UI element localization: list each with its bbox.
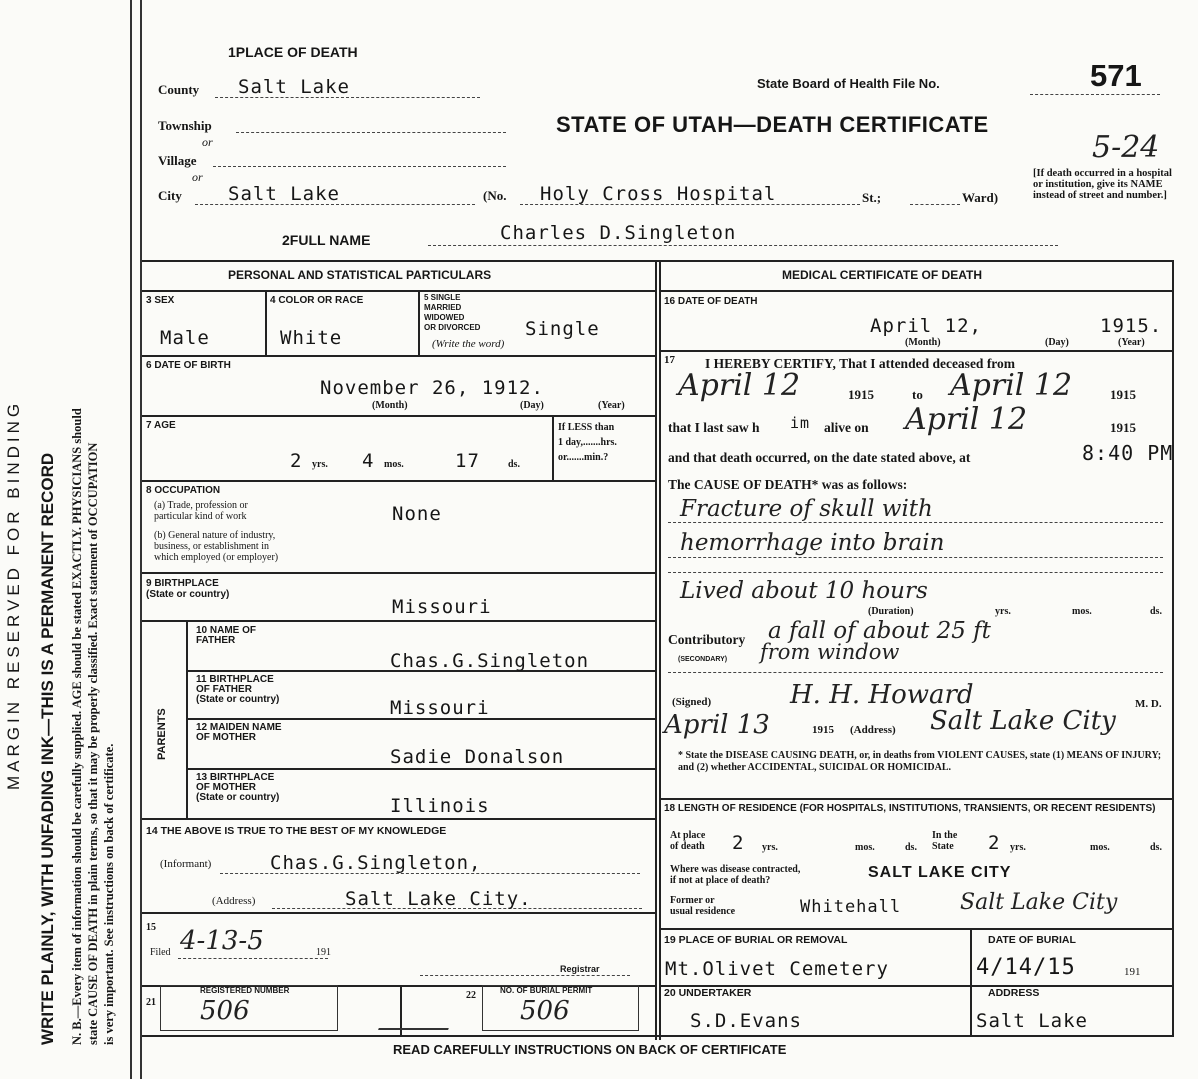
age-years: 2 <box>290 450 303 472</box>
contributory-label: Contributory <box>668 632 746 647</box>
contributory-line-1: a fall of about 25 ft <box>768 618 991 644</box>
center-divider-2 <box>659 260 661 1040</box>
color-label: 4 COLOR OR RACE <box>270 295 364 306</box>
father-name-label: 10 NAME OF FATHER <box>196 625 257 646</box>
permit-number-value: 506 <box>520 996 570 1026</box>
dob-value: November 26, 1912. <box>320 377 544 399</box>
burial-place-label: 19 PLACE OF BURIAL OR REMOVAL <box>664 934 848 946</box>
county-value: Salt Lake <box>238 76 350 98</box>
medical-heading: MEDICAL CERTIFICATE OF DEATH <box>782 268 982 282</box>
dob-day-hint: (Day) <box>520 400 544 411</box>
undertaker-label: 20 UNDERTAKER <box>664 987 752 999</box>
attended-to-year: 1915 <box>1110 387 1136 402</box>
township-line <box>236 132 506 133</box>
full-name-line <box>428 245 1058 246</box>
father-birthplace-label: 11 BIRTHPLACE OF FATHER (State or country) <box>196 674 280 705</box>
cause-label: The CAUSE OF DEATH* was as follows: <box>668 477 908 492</box>
filed-value: 4-13-5 <box>180 926 264 956</box>
place-yrs-label: yrs. <box>762 842 778 853</box>
left-row-1 <box>142 290 655 292</box>
dod-year: 1915. <box>1100 315 1163 337</box>
or-label-2: or <box>192 170 203 184</box>
reg-number-value: 506 <box>200 996 250 1026</box>
burial-date-label: DATE OF BURIAL <box>988 934 1076 946</box>
violent-causes-footnote: * State the DISEASE CAUSING DEATH, or, in deaths from VIOLENT CAUSES, state (1) MEANS OF INJURY; and (2) whether ACCIDENTAL, SUICIDAL OR HOMICIDAL. <box>678 750 1162 773</box>
certify-number: 17 <box>664 354 675 366</box>
alive-on-label: alive on <box>824 420 869 435</box>
right-row-3 <box>659 798 1172 800</box>
death-occurred-label: and that death occurred, on the date stated above, at <box>668 450 971 465</box>
county-label: County <box>158 82 200 97</box>
burial-date-value: 4/14/15 <box>976 955 1076 980</box>
binding-divider-2 <box>140 0 142 1079</box>
dob-label: 6 DATE OF BIRTH <box>146 360 231 371</box>
hospital-value: Holy Cross Hospital <box>540 183 777 205</box>
age-col <box>552 415 554 480</box>
dod-day-hint: (Day) <box>1045 337 1069 348</box>
informant-label: (Informant) <box>160 858 212 870</box>
instruction-note-3: is very important. See instructions on back of certificate. <box>102 743 116 1045</box>
birthplace-value: Missouri <box>392 596 492 618</box>
last-saw-him: im <box>790 414 811 432</box>
village-line <box>213 166 506 167</box>
personal-heading: PERSONAL AND STATISTICAL PARTICULARS <box>228 268 492 282</box>
age-label: 7 AGE <box>146 420 176 431</box>
attended-to-label: to <box>912 387 923 402</box>
birthplace-label: 9 BIRTHPLACE (State or country) <box>146 578 230 600</box>
informant-value: Chas.G.Singleton, <box>270 852 482 874</box>
at-place-label: At place of death <box>670 830 706 852</box>
sex-col <box>265 290 267 355</box>
signature-address: Salt Lake City <box>930 706 1116 736</box>
signature-date: April 13 <box>664 710 770 740</box>
contributory-rule <box>668 672 1163 673</box>
burial-place-value: Mt.Olivet Cemetery <box>665 958 889 980</box>
left-row-7 <box>142 818 655 820</box>
color-value: White <box>280 327 343 349</box>
age-days: 17 <box>455 450 480 472</box>
place-ds-label: ds. <box>905 842 917 853</box>
dod-value: April 12, <box>870 315 982 337</box>
left-row-4 <box>142 480 655 482</box>
burial-191: 191 <box>1124 966 1141 978</box>
physician-signature: H. H. Howard <box>790 680 974 710</box>
age-mos-label: mos. <box>384 459 404 470</box>
registrar-line <box>420 975 630 976</box>
occupation-value: None <box>392 503 442 525</box>
mother-birthplace-label: 13 BIRTHPLACE OF MOTHER (State or country) <box>196 772 280 803</box>
state-mos-label: mos. <box>1090 842 1110 853</box>
former-residence-label: Former or usual residence <box>670 895 736 917</box>
mother-name-value: Sadie Donalson <box>390 746 565 768</box>
binding-divider <box>130 0 132 1079</box>
dod-month-hint: (Month) <box>905 337 941 348</box>
burial-col <box>970 928 972 1035</box>
last-saw-year: 1915 <box>1110 420 1136 435</box>
father-name-value: Chas.G.Singleton <box>390 650 590 672</box>
ward-label: Ward) <box>962 190 999 205</box>
signature-address-label: (Address) <box>850 724 896 736</box>
father-birthplace-value: Missouri <box>390 697 490 719</box>
left-row-5 <box>142 572 655 574</box>
file-no-line <box>1030 94 1160 95</box>
registrar-label: Registrar <box>560 964 600 974</box>
village-label: Village <box>158 153 197 168</box>
last-saw-date: April 12 <box>905 402 1028 437</box>
parents-row-3 <box>188 768 655 770</box>
filed-191: 191 <box>316 947 331 958</box>
ward-line <box>910 204 960 205</box>
cause-rule-1 <box>668 522 1163 523</box>
mother-birthplace-value: Illinois <box>390 795 490 817</box>
signature-year: 1915 <box>812 724 834 736</box>
certify-statement: I HEREBY CERTIFY, That I attended deceased from <box>705 356 1016 371</box>
footer-instructions: READ CAREFULLY INSTRUCTIONS ON BACK OF CERTIFICATE <box>393 1042 787 1057</box>
grid-right <box>1172 260 1174 1037</box>
filed-label: Filed <box>150 947 171 958</box>
attended-from-date: April 12 <box>678 368 801 403</box>
grid-top <box>142 260 1172 262</box>
race-col <box>418 290 420 355</box>
mother-name-label: 12 MAIDEN NAME OF MOTHER <box>196 722 282 743</box>
attended-to-date: April 12 <box>950 368 1073 403</box>
marital-label: 5 SINGLE MARRIED WIDOWED OR DIVORCED <box>424 293 481 332</box>
place-of-death-label: 1PLACE OF DEATH <box>228 44 358 60</box>
time-of-death: 8:40 PM <box>1082 441 1174 465</box>
undertaker-address-label: ADDRESS <box>988 987 1040 999</box>
contracted-value: SALT LAKE CITY <box>868 864 1012 881</box>
in-state-label: In the State <box>932 830 958 852</box>
attended-from-year: 1915 <box>848 387 874 402</box>
true-statement-label: 14 THE ABOVE IS TRUE TO THE BEST OF MY KNOWLEDGE <box>146 825 447 837</box>
filed-line <box>178 958 328 959</box>
binding-note: MARGIN RESERVED FOR BINDING <box>4 399 23 790</box>
dob-month-hint: (Month) <box>372 400 408 411</box>
hospital-note: [If death occurred in a hospital or institution, give its NAME instead of street and number.] <box>1033 168 1172 201</box>
last-saw-label: that I last saw h <box>668 420 760 435</box>
place-years: 2 <box>732 832 745 854</box>
filed-number: 15 <box>146 922 156 933</box>
st-label: St.; <box>862 190 882 205</box>
right-row-1 <box>659 290 1172 292</box>
sex-label: 3 SEX <box>146 295 175 306</box>
marital-value: Single <box>525 318 600 340</box>
informant-address-label: (Address) <box>212 895 256 907</box>
certificate-title: STATE OF UTAH—DEATH CERTIFICATE <box>556 112 989 137</box>
full-name-value: Charles D.Singleton <box>500 222 737 244</box>
residence-label: 18 LENGTH OF RESIDENCE (FOR HOSPITALS, INSTITUTIONS, TRANSIENTS, OR RECENT RESIDENTS) <box>664 803 1156 814</box>
occupation-b-hint: (b) General nature of industry, business, or establishment in which employed (or employer) <box>154 530 279 563</box>
parents-col <box>186 620 188 818</box>
grid-bottom <box>142 1035 1172 1037</box>
or-label-1: or <box>202 135 213 149</box>
city-value: Salt Lake <box>228 183 340 205</box>
informant-address-value: Salt Lake City. <box>345 888 532 910</box>
full-name-label: 2FULL NAME <box>282 232 371 248</box>
cause-rule-3 <box>668 572 1163 573</box>
dob-year-hint: (Year) <box>598 400 625 411</box>
registrar-signature-mark <box>378 992 462 1030</box>
place-mos-label: mos. <box>855 842 875 853</box>
occupation-label: 8 OCCUPATION <box>146 485 221 496</box>
city-label: City <box>158 188 182 203</box>
undertaker-address-value: Salt Lake <box>976 1010 1088 1032</box>
center-divider <box>655 260 657 1040</box>
instruction-note-1: N. B.—Every item of information should be carefully supplied. AGE should be stated EXACTLY. PHYSICIANS should <box>70 408 84 1045</box>
instruction-note-2: state CAUSE OF DEATH in plain terms, so that it may be properly classified. Exact statement of OCCUPATION <box>86 442 100 1045</box>
permit-box-number: 22 <box>466 990 476 1001</box>
no-label: (No. <box>483 188 507 203</box>
age-yrs-label: yrs. <box>312 459 328 470</box>
duration-label: (Duration) <box>868 606 914 617</box>
cause-line-2: hemorrhage into brain <box>680 530 945 556</box>
secondary-label: (SECONDARY) <box>678 656 728 663</box>
cause-line-1: Fracture of skull with <box>680 496 933 522</box>
cause-line-3: Lived about 10 hours <box>680 578 928 604</box>
file-no-label: State Board of Health File No. <box>757 76 940 91</box>
permit-number-label: NO. OF BURIAL PERMIT <box>500 986 593 995</box>
parents-label: PARENTS <box>156 708 168 760</box>
dod-label: 16 DATE OF DEATH <box>664 296 758 307</box>
sex-value: Male <box>160 327 210 349</box>
duration-mos: mos. <box>1072 606 1092 617</box>
left-row-8 <box>142 912 655 914</box>
left-row-6 <box>142 620 655 622</box>
contracted-label: Where was disease contracted, if not at place of death? <box>670 864 801 886</box>
if-less-note: If LESS than 1 day,.......hrs. or.......min.? <box>558 422 617 463</box>
duration-ds: ds. <box>1150 606 1162 617</box>
signed-label: (Signed) <box>672 696 712 708</box>
state-ds-label: ds. <box>1150 842 1162 853</box>
state-yrs-label: yrs. <box>1010 842 1026 853</box>
sub-file-number: 5-24 <box>1092 130 1160 165</box>
right-row-4 <box>659 928 1172 930</box>
township-label: Township <box>158 118 212 133</box>
dod-year-hint: (Year) <box>1118 337 1145 348</box>
duration-yrs: yrs. <box>995 606 1011 617</box>
former-residence-city: Salt Lake City <box>960 890 1118 915</box>
permanent-record-note: WRITE PLAINLY, WITH UNFADING INK—THIS IS A PERMANENT RECORD <box>38 452 57 1045</box>
right-row-2 <box>659 350 1172 352</box>
file-number: 571 <box>1090 58 1142 93</box>
undertaker-value: S.D.Evans <box>690 1010 802 1032</box>
age-ds-label: ds. <box>508 459 520 470</box>
former-residence-value: Whitehall <box>800 897 902 917</box>
marital-hint: (Write the word) <box>432 338 505 350</box>
cause-rule-2 <box>668 557 1163 558</box>
state-years: 2 <box>988 832 1001 854</box>
age-months: 4 <box>362 450 375 472</box>
left-row-3 <box>142 415 655 417</box>
contributory-line-2: from window <box>760 640 900 664</box>
md-label: M. D. <box>1135 698 1162 710</box>
reg-number-label: REGISTERED NUMBER <box>200 986 290 995</box>
left-row-2 <box>142 355 655 357</box>
reg-box-number: 21 <box>146 997 156 1008</box>
occupation-a-hint: (a) Trade, profession or particular kind of work <box>154 500 248 522</box>
